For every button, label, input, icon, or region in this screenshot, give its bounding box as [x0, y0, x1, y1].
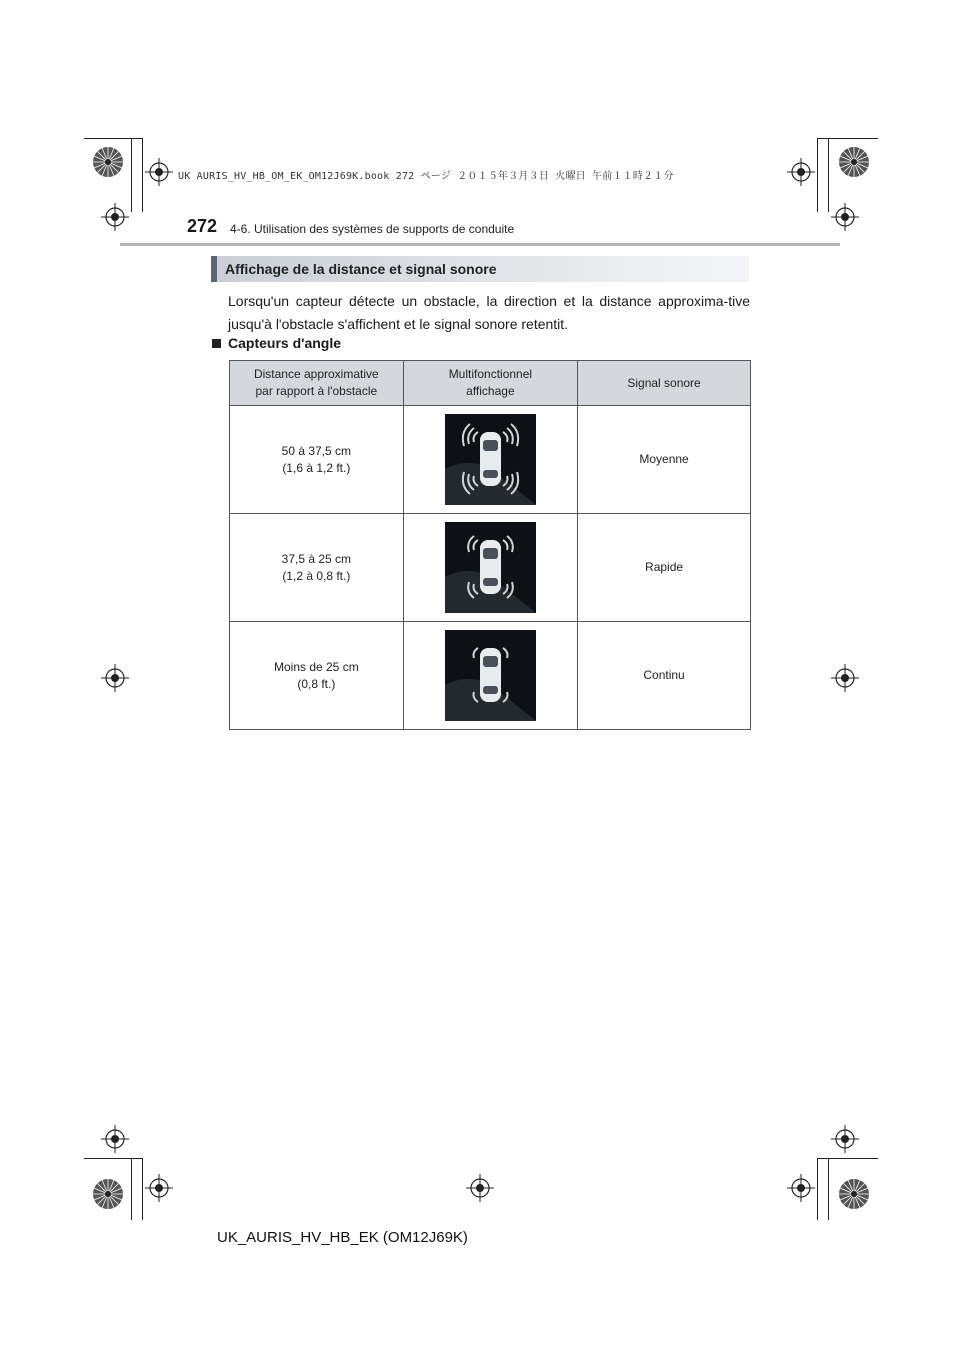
registration-mark-icon [466, 1174, 494, 1202]
print-rosette-icon [838, 146, 870, 178]
registration-mark-icon [831, 1125, 859, 1153]
car-proximity-3-arcs-icon [445, 414, 536, 505]
print-rosette-icon [92, 146, 124, 178]
registration-mark-icon [787, 158, 815, 186]
registration-mark-icon [145, 1174, 173, 1202]
footer-model-code: UK_AURIS_HV_HB_EK (OM12J69K) [217, 1229, 468, 1246]
distance-signal-table [229, 360, 751, 730]
registration-mark-icon [101, 1125, 129, 1153]
display-cell [403, 406, 577, 514]
distance-cell: Moins de 25 cm (0,8 ft.) [230, 622, 404, 730]
signal-cell: Rapide [578, 514, 751, 622]
section-title: Affichage de la distance et signal sonore [225, 261, 497, 277]
distance-cell: 50 à 37,5 cm (1,6 à 1,2 ft.) [230, 406, 404, 514]
bullet-square-icon [212, 339, 221, 348]
sub-heading [212, 335, 341, 351]
registration-mark-icon [145, 158, 173, 186]
sub-heading-text: Capteurs d'angle [228, 335, 342, 351]
print-rosette-icon [838, 1178, 870, 1210]
section-title-bar [211, 256, 749, 282]
registration-mark-icon [831, 203, 859, 231]
registration-mark-icon [787, 1174, 815, 1202]
display-cell [403, 622, 577, 730]
table-row [230, 514, 751, 622]
page-number: 272 [187, 216, 218, 236]
registration-mark-icon [101, 664, 129, 692]
signal-cell: Moyenne [578, 406, 751, 514]
chapter-header: 4-6. Utilisation des systèmes de supports de conduite [230, 222, 515, 236]
registration-mark-icon [831, 664, 859, 692]
print-rosette-icon [92, 1178, 124, 1210]
table-row [230, 406, 751, 514]
table-header-row [230, 361, 751, 406]
car-proximity-2-arcs-icon [445, 522, 536, 613]
table-row [230, 622, 751, 730]
registration-mark-icon [101, 203, 129, 231]
header-divider [120, 243, 840, 246]
display-cell [403, 514, 577, 622]
header-display: Multifonctionnel affichage [403, 361, 577, 406]
signal-cell: Continu [578, 622, 751, 730]
header-distance: Distance approximative par rapport à l'obstacle [230, 361, 404, 406]
intro-paragraph: Lorsqu'un capteur détecte un obstacle, la direction et la distance approxima-tive jusqu'à l'obstacle s'affichent et le signal sonore retentit. [228, 293, 750, 332]
distance-cell: 37,5 à 25 cm (1,2 à 0,8 ft.) [230, 514, 404, 622]
header-signal: Signal sonore [578, 361, 751, 406]
car-proximity-1-arc-icon [445, 630, 536, 721]
print-book-info: UK AURIS_HV_HB_OM_EK_OM12J69K.book 272 ページ ２０１５年３月３日 火曜日 午前１１時２１分 [178, 171, 674, 182]
section-accent [211, 256, 217, 282]
